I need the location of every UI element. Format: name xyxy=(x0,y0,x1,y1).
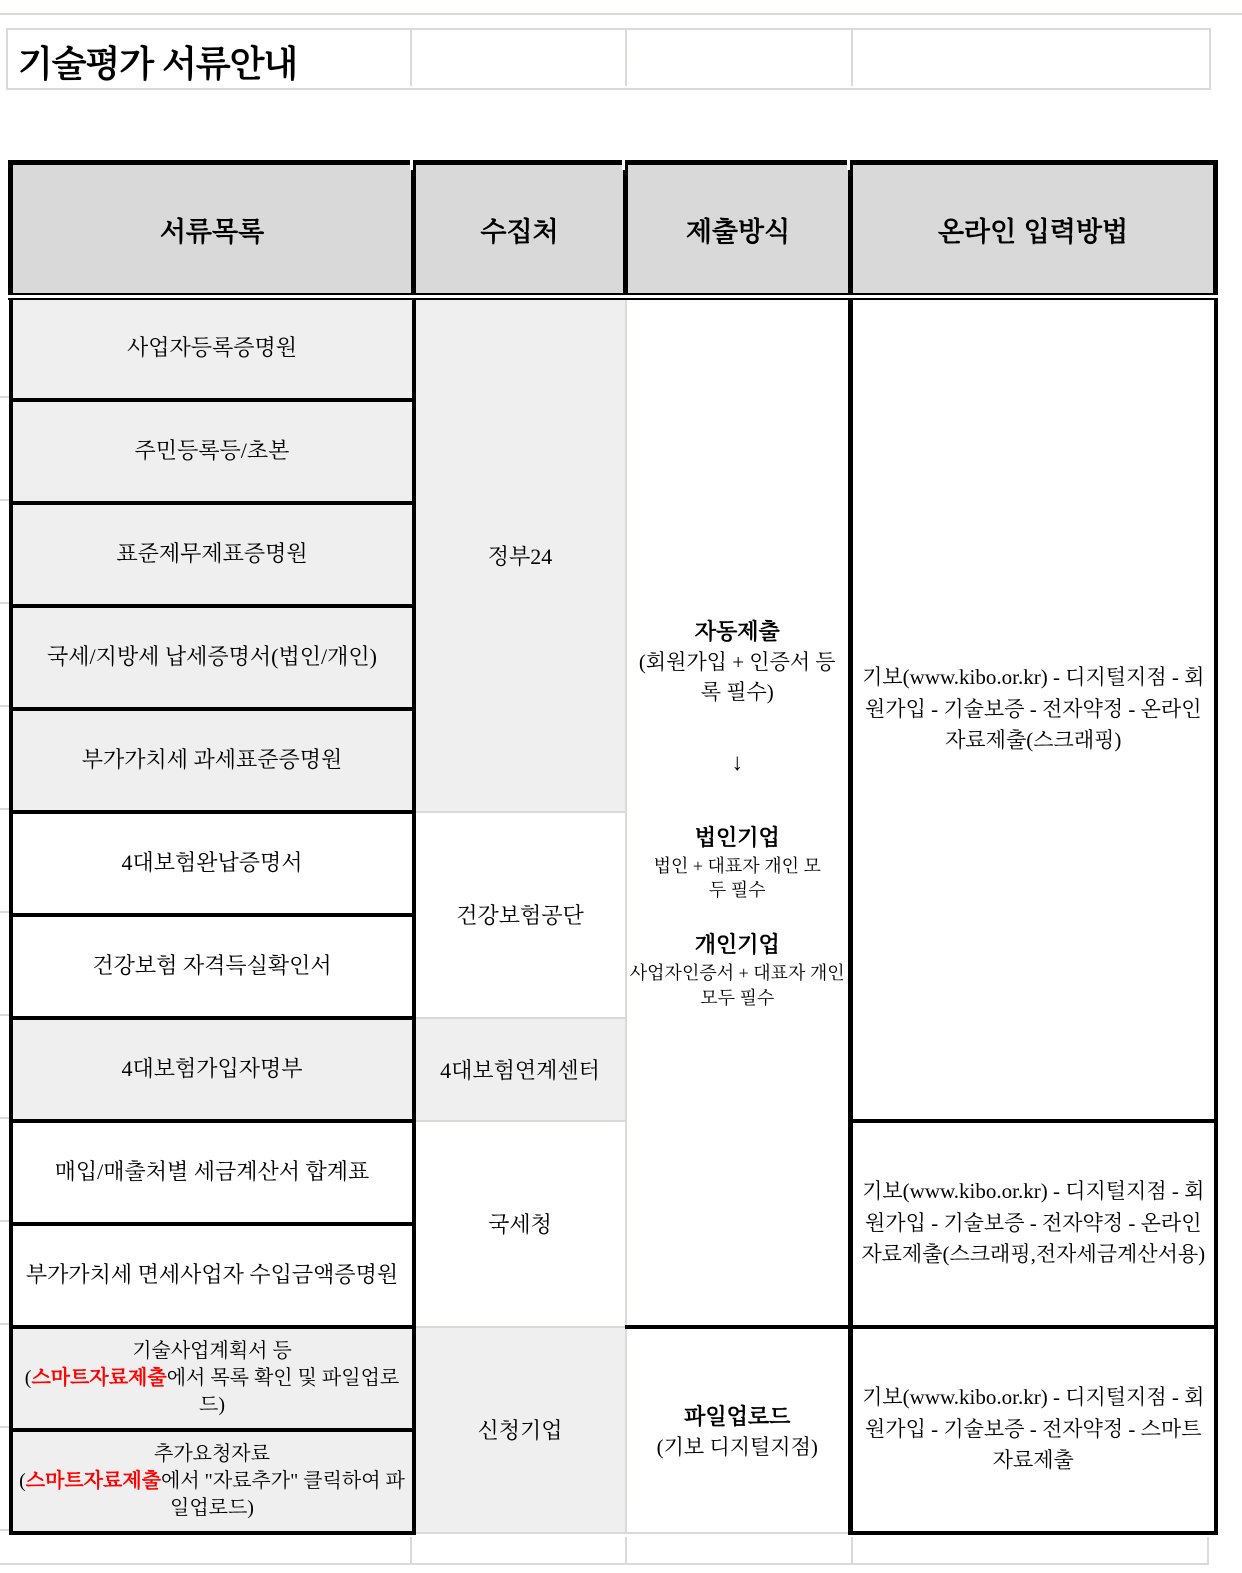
cell-doc-10[interactable]: 부가가치세 면세사업자 수입금액증명원 xyxy=(11,1224,414,1327)
cell-submission-auto[interactable] xyxy=(626,297,851,1327)
cell-doc-9[interactable]: 매입/매출처별 세금계산서 합계표 xyxy=(11,1121,414,1224)
gridline xyxy=(0,1563,1209,1565)
gridline xyxy=(625,1537,627,1565)
column-header-source[interactable]: 수집처 xyxy=(414,163,626,297)
table-row xyxy=(11,1121,1216,1224)
gridline xyxy=(851,28,853,86)
cell-doc-6[interactable]: 4대보험완납증명서 xyxy=(11,812,414,915)
corporate-note: 법인 + 대표자 개인 모두 필수 xyxy=(653,855,821,900)
doc-line xyxy=(15,1365,410,1419)
doc-line: 기술사업계획서 등 xyxy=(132,1339,292,1362)
gridline xyxy=(847,158,850,170)
cell-source-gov24[interactable]: 정부24 xyxy=(414,297,626,812)
cell-source-applicant-company[interactable]: 신청기업 xyxy=(414,1327,626,1533)
column-header-online-method[interactable]: 온라인 입력방법 xyxy=(851,163,1216,297)
cell-source-insurance-link-center[interactable]: 4대보험연계센터 xyxy=(414,1018,626,1121)
text-segment: 에서 목록 확인 및 파일업로드) xyxy=(166,1366,400,1416)
down-arrow-icon: ↓ xyxy=(731,749,744,776)
smart-submit-highlight: 스마트자료제출 xyxy=(25,1469,162,1492)
gridline xyxy=(1207,1537,1209,1565)
auto-submit-title: 자동제출 xyxy=(694,618,780,644)
cell-doc-8[interactable]: 4대보험가입자명부 xyxy=(11,1018,414,1121)
gridline xyxy=(622,158,625,170)
table-header-row xyxy=(11,163,1216,297)
auto-submit-note: (회원가입 + 인증서 등록 필수) xyxy=(638,649,836,704)
cell-submission-file-upload[interactable] xyxy=(626,1327,851,1533)
cell-doc-4[interactable]: 국세/지방세 납세증명서(법인/개인) xyxy=(11,606,414,709)
smart-submit-highlight: 스마트자료제출 xyxy=(31,1366,167,1389)
cell-doc-12[interactable] xyxy=(11,1430,414,1533)
file-upload-title: 파일업로드 xyxy=(684,1403,791,1429)
column-header-submission[interactable]: 제출방식 xyxy=(626,163,851,297)
gridline xyxy=(410,28,412,86)
documents-table xyxy=(8,160,1218,1535)
table-row xyxy=(11,297,1216,400)
cell-source-nts[interactable]: 국세청 xyxy=(414,1121,626,1327)
cell-online-method-smart-submit[interactable]: 기보(www.kibo.or.kr) - 디지털지점 - 회원가입 - 기술보증 - 전자약정 - 스마트자료제출 xyxy=(851,1327,1216,1533)
cell-doc-3[interactable]: 표준제무제표증명원 xyxy=(11,503,414,606)
column-header-documents[interactable]: 서류목록 xyxy=(11,163,414,297)
cell-doc-2[interactable]: 주민등록등/초본 xyxy=(11,400,414,503)
text-segment: ( xyxy=(24,1366,32,1389)
page-title[interactable]: 기술평가 서류안내 xyxy=(18,43,298,84)
table-row xyxy=(11,1327,1216,1430)
gridline xyxy=(0,13,1242,15)
cell-source-health-insurance[interactable]: 건강보험공단 xyxy=(414,812,626,1018)
text-segment: 에서 "자료추가" 클릭하여 파일업로드) xyxy=(161,1469,405,1519)
cell-doc-5[interactable]: 부가가치세 과세표준증명원 xyxy=(11,709,414,812)
doc-line xyxy=(15,1468,410,1522)
gridline xyxy=(625,28,627,86)
corporate-title: 법인기업 xyxy=(694,824,780,850)
doc-line: 추가요청자료 xyxy=(154,1442,270,1465)
cell-doc-1[interactable]: 사업자등록증명원 xyxy=(11,297,414,400)
gridline xyxy=(851,1537,853,1565)
cell-online-method-tax-invoice[interactable]: 기보(www.kibo.or.kr) - 디지털지점 - 회원가입 - 기술보증 - 전자약정 - 온라인 자료제출(스크래핑,전자세금계산서용) xyxy=(851,1121,1216,1327)
text-segment: ( xyxy=(19,1469,26,1492)
gridline xyxy=(410,158,413,170)
individual-title: 개인기업 xyxy=(694,932,780,958)
individual-note: 사업자인증서 + 대표자 개인 모두 필수 xyxy=(629,963,845,1008)
cell-doc-7[interactable]: 건강보험 자격득실확인서 xyxy=(11,915,414,1018)
cell-online-method-scraping[interactable]: 기보(www.kibo.or.kr) - 디지털지점 - 회원가입 - 기술보증 - 전자약정 - 온라인 자료제출(스크래핑) xyxy=(851,297,1216,1121)
cell-doc-11[interactable] xyxy=(11,1327,414,1430)
gridline xyxy=(410,1537,412,1565)
file-upload-note: (기보 디지털지점) xyxy=(656,1434,818,1459)
